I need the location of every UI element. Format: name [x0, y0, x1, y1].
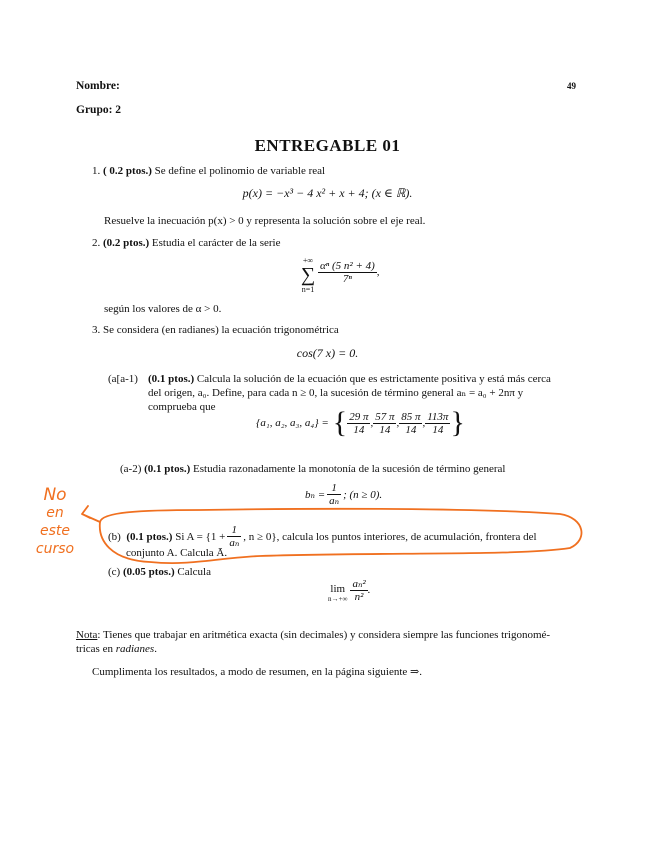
- sum-lower-limit: n=1: [301, 285, 315, 294]
- annotation-arrow-icon: [82, 506, 100, 522]
- q2-points: (0.2 ptos.): [103, 237, 150, 249]
- a1-frac-4-num: 113π: [427, 410, 449, 423]
- page-number: 49: [567, 81, 576, 91]
- hand-line-1: No: [43, 485, 67, 505]
- c-lim-sub: n→+∞: [328, 595, 348, 603]
- closing-text: Cumplimenta los resultados, a modo de resumen, en la página siguiente ⇒.: [92, 666, 422, 678]
- sum-upper-limit: +∞: [302, 256, 314, 265]
- c-points: (0.05 ptos.): [122, 566, 175, 578]
- a2-points: (0.1 ptos.): [144, 463, 191, 475]
- q3-intro: Se considera (en radianes) la ecuación trigonométrica: [103, 324, 339, 336]
- b-label: (b): [108, 530, 121, 543]
- a1-set: {a₁, a₂, a₃, a₄} =: [256, 417, 329, 429]
- a2-frac-den: aₙ: [329, 495, 340, 507]
- c-text: Calcula: [177, 566, 211, 578]
- annotation-loop: [100, 509, 582, 563]
- a2-frac-num: 1: [327, 482, 341, 495]
- q3-equation: cos(7 x) = 0.: [296, 346, 359, 360]
- q1-intro: Se define el polinomio de variable real: [154, 165, 326, 177]
- a2-label: (a-2): [120, 463, 142, 475]
- note-label: Nota: [76, 629, 98, 641]
- a2-rhs: ; (n ≥ 0).: [343, 488, 383, 501]
- q1-number: 1.: [92, 165, 101, 177]
- a1-line3: comprueba que: [148, 401, 216, 413]
- a1-points: (0.1 ptos.): [148, 373, 195, 385]
- brace-close: }: [450, 406, 465, 439]
- a1-frac-1-num: 29 π: [349, 410, 369, 423]
- q3-number: 3.: [92, 324, 101, 336]
- a1-frac-4-den: 14: [432, 423, 444, 436]
- q1-points: ( 0.2 ptos.): [103, 165, 152, 177]
- hand-line-2: en: [46, 505, 64, 521]
- a1-line1: Calcula la solución de la ecuación que es estrictamente positiva y está más cerca: [196, 373, 551, 385]
- a1-frac-1-den: 14: [353, 423, 365, 436]
- hand-line-4: curso: [35, 541, 75, 557]
- a2-text: Estudia razonadamente la monotonía de la sucesión de término general: [193, 463, 506, 475]
- page-title: ENTREGABLE 01: [254, 136, 401, 155]
- note-line2-em: radianes: [115, 643, 155, 655]
- note-line2-post: .: [154, 643, 157, 655]
- a2-lhs: bₙ =: [305, 489, 326, 501]
- sum-sign: ∑: [300, 264, 316, 286]
- a1-line2: del origen, a₀. Define, para cada n ≥ 0, la sucesión de término general aₙ = a₀ + 2nπ y: [148, 387, 524, 399]
- b-frac-num: 1: [227, 524, 241, 537]
- a1-label: (a[a-1): [108, 373, 138, 385]
- c-lim-word: lim: [330, 583, 346, 595]
- q2-outro: según los valores de α > 0.: [104, 303, 222, 315]
- q1-formula: p(x) = −x³ − 4 x² + x + 4; (x ∈ ℝ).: [242, 186, 413, 200]
- q2-intro: Estudia el carácter de la serie: [151, 237, 281, 249]
- a1-set-formula: {a₁, a₂, a₃, a₄} = { $\frac{29 \pi}{14}$ , $\frac{57 \pi}{14}$ , $\frac{85 \pi}{14}$ , $\frac{113\pi}{14}$ }: [256, 406, 465, 439]
- a1-frac-3-den: 14: [405, 423, 417, 436]
- brace-open: {: [332, 406, 348, 439]
- b-points: (0.1 ptos.): [126, 530, 173, 543]
- note-line1: : Tienes que trabajar en aritmética exacta (sin decimales) y considera siempre las funciones trigonomé-: [97, 629, 551, 641]
- q2-numerator: αⁿ (5 n² + 4): [320, 260, 375, 272]
- q2-number: 2.: [92, 237, 101, 249]
- c-label: (c): [108, 566, 121, 578]
- q2-denominator: 7ⁿ: [342, 273, 352, 285]
- hand-line-3: este: [39, 523, 70, 539]
- q1-task: Resuelve la inecuación p(x) > 0 y representa la solución sobre el eje real.: [104, 215, 426, 227]
- a1-frac-2-num: 57 π: [375, 410, 395, 423]
- q2-trail: ,: [376, 266, 380, 279]
- a1-frac-2-den: 14: [379, 423, 391, 436]
- c-trail: .: [367, 584, 371, 596]
- c-frac-den: n²: [354, 590, 364, 603]
- b-pre: Si A = {1 +: [175, 530, 226, 543]
- b-frac-den: aₙ: [229, 537, 240, 549]
- b-post: , n ≥ 0}, calcula los puntos interiores, de acumulación, frontera del: [243, 530, 537, 543]
- c-frac-num: aₙ²: [352, 577, 366, 590]
- nombre-label: Nombre:: [76, 80, 120, 92]
- a1-frac-3-num: 85 π: [401, 410, 421, 423]
- note-line2-pre: tricas en: [76, 643, 116, 655]
- grupo-label: Grupo: 2: [76, 104, 122, 116]
- b-line2: conjunto A. Calcula Ā.: [126, 547, 228, 559]
